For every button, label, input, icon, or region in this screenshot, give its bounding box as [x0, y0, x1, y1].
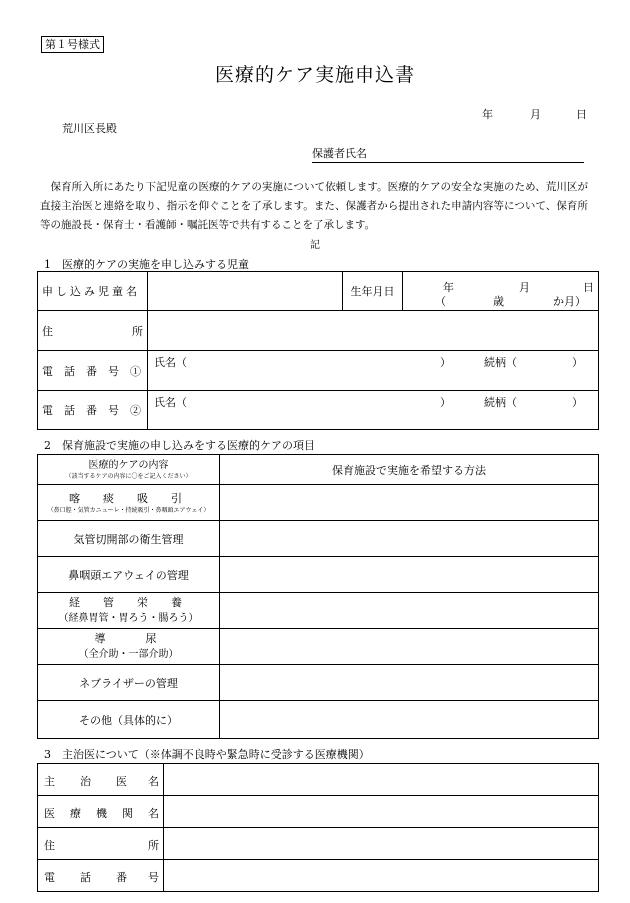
- guardian-name-label: 保護者氏名: [312, 147, 367, 160]
- doctor-address-char-2: 所: [148, 838, 159, 852]
- doctor-name-char-4: 名: [148, 774, 159, 788]
- method-input-nebulizer[interactable]: [220, 665, 599, 701]
- age-years-label: 歳: [493, 295, 504, 308]
- method-header-label: 保育施設で実施を希望する方法: [332, 463, 486, 477]
- form-number-label: 第１号様式: [41, 36, 104, 53]
- doctor-phone-char-4: 号: [148, 870, 159, 884]
- institution-char-2: 療: [70, 806, 81, 820]
- method-input-suction[interactable]: [220, 485, 599, 521]
- care-item-tube-feeding-sub: （経鼻胃管・胃ろう・腸ろう）: [58, 613, 199, 624]
- date-day-label: 日: [576, 108, 587, 121]
- phone2-input[interactable]: [148, 391, 599, 430]
- guardian-name-field[interactable]: [312, 145, 584, 163]
- doctor-address-input[interactable]: [164, 828, 599, 860]
- care-item-catheter: [38, 629, 220, 665]
- doctor-phone-input[interactable]: [164, 860, 599, 892]
- date-month-label: 月: [530, 108, 541, 121]
- section3-title: 3 主治医について（※体調不良時や緊急時に受診する医療機関）: [44, 748, 370, 761]
- institution-char-1: 医: [44, 806, 55, 820]
- method-input-tube-feeding[interactable]: [220, 593, 599, 629]
- phone1-label: 電 話 番 号 ①: [42, 364, 141, 378]
- doctor-address-label-cell: [38, 828, 164, 860]
- care-item-tracheostomy-label: 気管切開部の衛生管理: [73, 532, 184, 546]
- address-label-start: 住: [42, 324, 53, 338]
- birthdate-label: 生年月日: [350, 285, 395, 298]
- institution-char-3: 機: [96, 806, 107, 820]
- date-year-label: 年: [482, 108, 493, 121]
- doctor-name-char-2: 治: [80, 774, 91, 788]
- care-item-tracheostomy: [38, 521, 220, 557]
- doctor-name-input[interactable]: [164, 764, 599, 796]
- page-title: 医療的ケア実施申込書: [214, 64, 415, 86]
- intro-paragraph: 保育所入所にあたり下記児童の医療的ケアの実施について依頼します。医療的ケアの安全な実施のため、荒川区が直接主治医と連絡を取り、指示を仰ぐことを了承します。また、保護者から提出された申請内容等について、保育所等の施設長・保育士・看護師・嘱託医等で共有することを了承します。: [40, 181, 588, 231]
- doctor-phone-char-3: 番: [116, 870, 127, 884]
- institution-input[interactable]: [164, 796, 599, 828]
- phone2-label: 電 話 番 号 ②: [42, 404, 141, 417]
- phone1-name-label: 氏名（: [154, 356, 187, 369]
- doctor-name-char-1: 主: [44, 774, 55, 788]
- birthdate-label-cell: [343, 272, 403, 311]
- doctor-address-char-1: 住: [44, 838, 55, 852]
- method-input-airway[interactable]: [220, 557, 599, 593]
- section2-title: 2 保育施設で実施の申し込みをする医療的ケアの項目: [44, 439, 315, 452]
- method-input-catheter[interactable]: [220, 629, 599, 665]
- care-item-nebulizer-label: ネブライザーの管理: [79, 676, 178, 690]
- method-header: [220, 455, 599, 485]
- age-open-paren: （: [435, 295, 446, 308]
- child-name-label-cell: [38, 272, 148, 311]
- birth-month-label: 月: [519, 281, 530, 294]
- phone1-label-cell: [38, 351, 148, 391]
- doctor-info-table: [37, 763, 599, 892]
- address-label-end: 所: [132, 324, 143, 338]
- care-item-nebulizer: [38, 665, 220, 701]
- ki-marker: 記: [310, 240, 320, 251]
- institution-char-4: 関: [122, 806, 133, 820]
- phone1-name-close: ）: [440, 356, 451, 369]
- care-items-table: [37, 454, 599, 739]
- care-item-airway: [38, 557, 220, 593]
- child-name-input[interactable]: [148, 272, 343, 311]
- care-item-tube-feeding-label: 経 管 栄 養: [69, 596, 188, 609]
- doctor-name-label-cell: [38, 764, 164, 796]
- doctor-name-char-3: 医: [116, 774, 127, 788]
- care-content-header: [38, 455, 220, 485]
- care-item-suction: [38, 485, 220, 521]
- address-label-cell: [38, 311, 148, 351]
- doctor-phone-label-cell: [38, 860, 164, 892]
- care-content-header-note: （該当するケアの内容に〇をご記入ください）: [65, 473, 192, 480]
- care-item-catheter-sub: （全介助・一部介助）: [78, 649, 179, 660]
- phone1-input[interactable]: [148, 351, 599, 391]
- care-item-other: [38, 701, 220, 739]
- care-item-catheter-label: 導 尿: [94, 632, 163, 645]
- addressee: 荒川区長殿: [62, 122, 117, 135]
- phone1-relation-close: ）: [572, 356, 583, 369]
- phone2-relation-label: 続柄（: [484, 396, 517, 409]
- care-item-other-label: その他（具体的に）: [79, 713, 178, 727]
- method-input-tracheostomy[interactable]: [220, 521, 599, 557]
- institution-char-5: 名: [148, 806, 159, 820]
- care-item-airway-label: 鼻咽頭エアウェイの管理: [68, 568, 189, 582]
- age-months-label: か月）: [553, 295, 586, 308]
- care-item-suction-note: （鼻口腔・気管カニューレ・持続吸引・鼻咽頭エアウェイ）: [47, 506, 210, 514]
- doctor-phone-char-1: 電: [44, 870, 55, 884]
- care-item-suction-label: 喀 痰 吸 引: [69, 491, 188, 505]
- method-input-other[interactable]: [220, 701, 599, 739]
- address-input[interactable]: [148, 311, 599, 351]
- phone2-name-label: 氏名（: [154, 396, 187, 409]
- doctor-phone-char-2: 話: [80, 870, 91, 884]
- birthdate-input[interactable]: [403, 272, 599, 311]
- section1-title: 1 医療的ケアの実施を申し込みする児童: [44, 258, 249, 271]
- institution-label-cell: [38, 796, 164, 828]
- care-content-header-label: 医療的ケアの内容: [88, 460, 169, 471]
- phone2-label-cell: [38, 391, 148, 430]
- child-info-table: [37, 271, 599, 430]
- phone1-relation-label: 続柄（: [484, 356, 517, 369]
- phone2-relation-close: ）: [572, 396, 583, 409]
- birth-year-label: 年: [443, 281, 454, 294]
- birth-day-label: 日: [583, 281, 594, 294]
- phone2-name-close: ）: [440, 396, 451, 409]
- child-name-label: 申し込み児童名: [42, 285, 140, 298]
- care-item-tube-feeding: [38, 593, 220, 629]
